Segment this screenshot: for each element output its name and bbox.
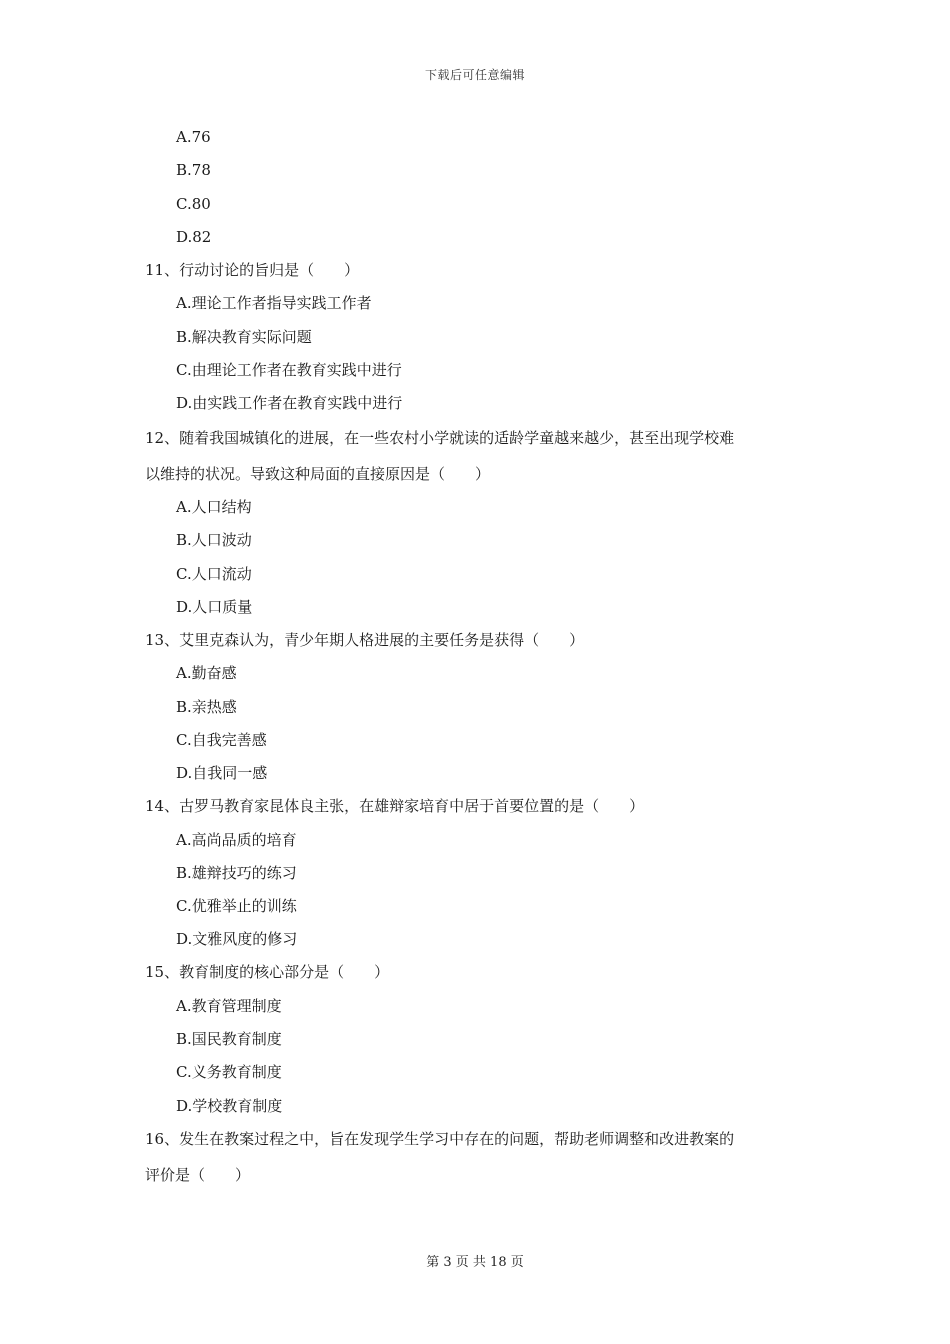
question-11-option-b: B.解决教育实际问题 [176, 328, 312, 346]
question-16-stem-line1: 16、发生在教案过程之中，旨在发现学生学习中存在的问题，帮助老师调整和改进教案的 [145, 1130, 735, 1148]
page-header: 下载后可任意编辑 [424, 68, 525, 82]
question-14-option-a: A.高尚品质的培育 [176, 831, 297, 849]
question-13-stem: 13、艾里克森认为，青少年期人格进展的主要任务是获得（ ） [145, 631, 585, 649]
question-11-stem: 11、行动讨论的旨归是（ ） [145, 261, 360, 279]
question-15-stem: 15、教育制度的核心部分是（ ） [145, 963, 390, 981]
option-d-continued: D.82 [176, 228, 212, 246]
question-14-stem: 14、古罗马教育家昆体良主张，在雄辩家培育中居于首要位置的是（ ） [145, 797, 645, 815]
question-12-stem-line1: 12、随着我国城镇化的进展，在一些农村小学就读的适龄学童越来越少，甚至出现学校难 [145, 429, 735, 447]
question-12-option-b: B.人口波动 [176, 531, 252, 549]
question-11-option-d: D.由实践工作者在教育实践中进行 [176, 394, 403, 412]
option-b-continued: B.78 [176, 161, 211, 179]
question-13-option-a: A.勤奋感 [176, 664, 237, 682]
question-14-option-b: B.雄辩技巧的练习 [176, 864, 297, 882]
question-13-option-c: C.自我完善感 [176, 731, 267, 749]
question-14-option-c: C.优雅举止的训练 [176, 897, 297, 915]
question-12-option-a: A.人口结构 [176, 498, 252, 516]
page-footer: 第 3 页 共 18 页 [426, 1255, 524, 1270]
question-11-option-c: C.由理论工作者在教育实践中进行 [176, 361, 402, 379]
question-16-stem-line2: 评价是（ ） [145, 1166, 251, 1184]
option-c-continued: C.80 [176, 195, 211, 213]
question-12-option-c: C.人口流动 [176, 565, 252, 583]
question-11-option-a: A.理论工作者指导实践工作者 [176, 294, 372, 312]
question-13-option-d: D.自我同一感 [176, 764, 268, 782]
question-15-option-a: A.教育管理制度 [176, 997, 282, 1015]
question-14-option-d: D.文雅风度的修习 [176, 930, 298, 948]
question-12-option-d: D.人口质量 [176, 598, 253, 616]
question-15-option-c: C.义务教育制度 [176, 1063, 282, 1081]
question-12-stem-line2: 以维持的状况。导致这种局面的直接原因是（ ） [145, 465, 491, 483]
option-a-continued: A.76 [176, 128, 211, 146]
question-15-option-b: B.国民教育制度 [176, 1030, 282, 1048]
question-15-option-d: D.学校教育制度 [176, 1097, 283, 1115]
question-13-option-b: B.亲热感 [176, 698, 237, 716]
